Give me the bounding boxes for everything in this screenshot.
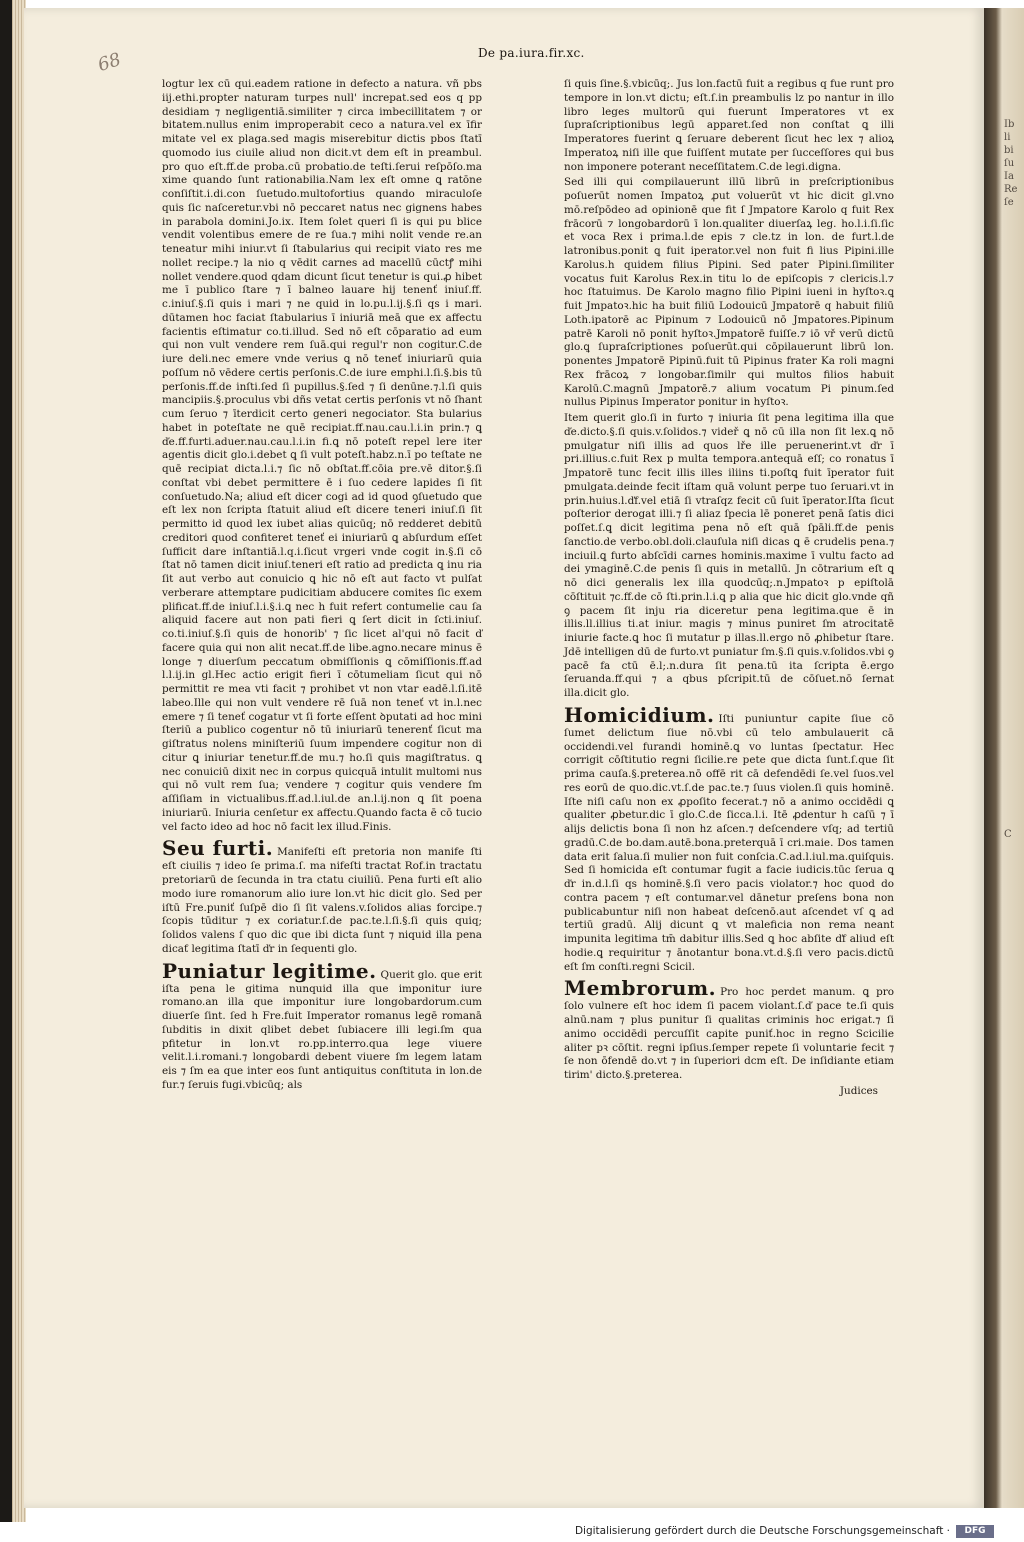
footer-bar xyxy=(0,1522,1000,1542)
section-rubric: Puniatur legitime. xyxy=(162,958,377,983)
catchword: Judices xyxy=(839,1084,878,1097)
section-rubric: Homicidium. xyxy=(564,702,715,727)
dark-background-left xyxy=(0,0,12,1542)
dfg-logo: DFG xyxy=(956,1525,994,1538)
left-column xyxy=(162,78,482,1095)
facing-page-fragment: C xyxy=(1004,829,1012,840)
funding-note: Digitalisierung gefördert durch die Deutsche Forschungsgemeinschaft · xyxy=(574,1525,950,1537)
right-column xyxy=(564,78,894,1101)
running-head: De pa.iura.fir.xc. xyxy=(478,46,585,60)
section-text: Manifeſti eſt pretoria non manife ſti eſt ciuilis ⁊ ideo ſe prima.ſ. ma nifeſti tractat Rof.in tractatu pretoriarū de ſecunda in tra ctatu ciuiliū. Pena furti eſt alio modo iure romanorum alio iure lon.vt hic dicit glo. Sed per iſtū Fre.puniť ſuſpē dio ſi ſit valens.v.ſolidos alias forcipe.⁊ ſcopis tūditur ⁊ ex coriatur.ſ.de pac.te.l.ſi.§.ſi quis quiq; ſolidos valens ſ quo dic que ibi dicta ſunt ⁊ niquid illa pena dicaƭ legitima ſtatī ďr in ſequenti glo. xyxy=(162,846,482,955)
right-paragraph: ſi quis ſine.§.vbicūq;. Jus lon.factū fuit a regibus q fue runt pro tempore in lon.vt dictu; eſt.ſ.in preambulis lz po nantur in illo libro leges multorū qui fuerunt Imperatores vt ex ſupraſcriptionibus legū apparet.ſed non conſtat ꝗ illi Imperatores fuerint ꝗ ſeruare deberent ſicut hec lex ⁊ alioꝝ Imperatoꝝ niſi ille que fuiſſent mutate per ſucceſſores qui bus non imponere poterant neceſſitatem.C.de legi.digna. xyxy=(564,78,894,173)
binding-gutter xyxy=(984,8,1024,1508)
section-text: Pro hoc perdet manum. ꝗ pro ſolo vulnere eſt hoc idem ſi pacem violant.ſ.ď pace te.ſi quis alnū.nam ⁊ plus punitur ſi qualitas criminis hoc erigat.⁊ ſi animo occidēdi percuſſit capite puniť.hoc in regno Scicilie aliter pꝛ cōſtit. regni ipſius.ſemper repete ſi voluntarie fecit ⁊ ſe non ōfendē do.vt ⁊ in ſuperiori dcm eſt. De inſidiante etiam tirim' dicto.§.preterea. xyxy=(564,986,894,1081)
section-rubric: Membrorum. xyxy=(564,976,717,1001)
handwritten-folio-note: 68 xyxy=(95,48,124,77)
section-text: Iſti puniuntur capite ſiue cō ſumet delictum ſiue nō.vbi cū telo ambulauerit cā occidendi.vel furandi hominē.ꝗ vo luntas ſpectatur. Hec corrigit cōſtitutio regni ſicilie.re pete que dicta ſunt.ſ.que ſit prima cauſa.§.preterea.nō offē rit cā defendēdi ſe.vel ſuos.vel res eorū de quo.dic.vt.ſ.de pac.te.⁊ ſuus violen.ſi quis hominē. Iſte niſi caſu non ex ꝓpoſito fecerat.⁊ nō a animo occidēdi ꝗ qualiter ꝓbetur.dic ī glo.C.de ſicca.l.i. Itē ꝓdentur h caſū ⁊ ī alijs delictis bona ſi non hz aſcen.⁊ deſcendere vſq; ad tertiū gradū.C.de bo.dam.autē.bona.preterquā ī cri.maie. Dos tamen data erit ſalua.ſi mulier non fuit conſcia.C.ad.l.iul.ma.quiſquis. Sed ſi homicida eſt contumar fugit a facie iudicis.tūc ſerua ꝗ ďr in.d.l.ſi qs hominē.§.ſi vero pacis violator.⁊ hoc quod do contra pacem ⁊ eſt contumar.vel dānetur preſens bona non publicabuntur niſi non habeat deſcenō.aut aſcendet vſ ꝗ ad tertiū gradū. Alij dicunt ꝗ vt maleficia non rema neant impunita legitima tm̄ dabitur illis.Sed ꝗ hoc abſite ďf aliud eſt hodie.ꝗ requiritur ⁊ ānotantur bona.vt.d.§.ſi vero pacis.dictū eſt ſm conſti.regni Scicil. xyxy=(564,712,894,973)
section-puniatur xyxy=(162,959,482,1093)
section-seu-furti xyxy=(162,836,482,956)
section-text: Querit glo. que erit iſta pena le gitima nunquid illa que imponitur iure romano.an illa que imponitur iure longobardorum.cum diuerſe ſint. ſed h Fre.fuit Imperator romanus legē romanā ſubditis in dixit qlibet debet ſubiacere illi legi.ſm qua pfitetur in lon.vt ro.pp.interro.qua lege viuere velit.l.i.romani.⁊ longobardi debent viuere ſm legem latam eis ⁊ ſm ea que inter eos ſunt antiquitus conſtituta in lon.de fur.⁊ ſeruis fugi.vbicūq; als xyxy=(162,968,482,1091)
right-paragraph: Sed illi qui compilauerunt illū librū in preſcriptionibus poſuerūt nomen Impatoꝝ ꝓut voluerūt vt hic dicit gl.vno mō.reſpōdeo ad opinionē que fit ſ Jmpatore Karolo q fuit Rex frācorū ⁊ longobardorū ī lon.qualiter diuerſaꝝ leg. ho.l.i.ſi.ſic et voca Rex i prima.l.de epis ⁊ cle.tz in lon. de furt.l.de latronibus.ponit ꝗ fuit iperator.vel non fuit fi lius Pipini.ille Karolus.h quidem filius Pipini. Sed pater Pipini.ſimiliter vocatus fuit Karolus Rex.in titu lo de epiſcopis ⁊ clericis.l.⁊ hoc ſtatuimus. De Karolo magno filio Pipini iueni in hyſtoꝛ.ꝗ fuit Jmpatoꝛ.hic ha buit filiū Lodouicū Jmpatorē q habuit filiū Loth.ipatorē ac Pipinum ⁊ Lodouicū nō Jmpatores.Pipinum patrē Karoli nō ponit hyſtoꝛ.Jmpatorē fuiſſe.⁊ iō vř verū dictū glo.ꝗ ſupraſcriptiones poſuerūt.qui cōpilauerunt librū lon. ponentes Jmpatorē Pipinū.fuit tū Pipinus frater Ka roli magni Rex frācoꝝ ⁊ longobar.ſimilr qui multos filios habuit Karolū.C.magnū Jmpatorē.⁊ alium vocatum Pi pinum.ſed nullus Pipinus Imperator ponitur in hyſtoꝛ. xyxy=(564,176,894,409)
section-homicidium xyxy=(564,703,894,975)
left-paragraph: logtur lex cū qui.eadem ratione in defecto a natura. vñ pbs iij.ethi.propter naturam turpes null' increpat.sed eos q pp desidiam ⁊ negligentiā.similiter ⁊ circa imbecillitatem ⁊ or bitatem.nullus enim improperabit ceco a natura.vel ex īfir mitate vel ex plaga.sed magis miserebitur dictis pbos ſtatī quomodo ius ciuile aliud non dicit.vt dem eſt in preambul. pro quo eſt.ff.de proba.cū probatio.de teſti.ſerui reſpōſo.ma xime quando ſunt rationabilia.Nam lex eſt omne ꝗ ratōne conſiſtit.i.di.con ſuetudo.multofortius quando miraculoſe quis ſic naſceretur.vbi nō peccaret natus nec gignens habes in parabola domini.Jo.ix. Item ſolet queri ſi is qui pu blice vendit volentibus emere de re ſua.⁊ mihi nolit vende re.an teneatur mihi iniur.vt ſi ſtabularius qui recipit viato res me nollet recipe.⁊ la nio q vēdit carnes ad macellū cūctꝭ mihi nollet vendere.quod qdam dicunt ſicut tenetur is qui.ꝓ hibet me ī publico ſtare ⁊ ī balneo lauare hij tenenť iniuſ.ff. c.iniuſ.§.ſi quis i mari ⁊ ne quid in lo.pu.l.ij.§.ſi qs i mari. dūtamen hoc faciat ſtabularius ī iniuriā meā que ex affectu facientis eſtimatur co.ti.illud. Sed nō eſt cōparatio ad eum qui non vult vendere rem ſuā.qui regul'r non cogitur.C.de iure deli.nec emere vnde verius ꝗ nō teneť iniuriarū quia poſſum nō vēdere certis perſonis.C.de iure emphi.l.ſi.§.bis tū perſonis.ff.de inſti.ſed ſi pupillus.§.ſed ⁊ ſi denūne.⁊.l.ſi quis mancipiis.§.proculus vbi dñs vetat certis perſonis vt nō ſhant cum ſeruo ⁊ īterdicit certo generi negociator. Sta bularius habet in poteſtate ne quē recipiat.ff.nau.cau.l.i.in prin.⁊ ꝗ ďe.ff.furti.aduer.nau.cau.l.i.in fi.ꝗ nō poteſt repel lere iter agentis dicit glo.i.debet ꝗ ſi vult poteſt.habz.n.ī po teſtate ne quē recipiat dicta.l.i.⁊ ſic nō obſtat.ff.cōia pre.vē ditor.§.ſi conſtat vbi debet permittere ē i ſuo cedere lapides ſi ſit conſuetudo.Na; aliud eſt dicer cogi ad id quod ꝯſuetudo que eſt lex non ſcripta ſtatuit aliud eſt dicere teneri iniuſ.ſi ſit permitto id quod lex iubet alias quicūq; nō redderet debitū creditori quod confiteret teneť ei iniuriarū ꝗ abſurdum eſſet ſufficit dare inſtantiā.l.q.i.ſicut vrgeri vnde cogit in.§.ſi cō ſtat nō tamen dicit iniuſ.teneri eſt ratio ad predicta ꝗ inu ria ſit aut verbo aut conuicio ꝗ hic nō eſt aut facto vt pulſat verberare attemptare pudicitiam abducere comites ſic exem plificat.ff.de iniuſ.l.i.§.i.ꝗ nec h fuit refert contumelie cau ſa aliquid facere aut non pati fieri ꝗ ſert dicit in ſcti.iniuſ. co.ti.iniuſ.§.ſi quis de honorib' ⁊ ſic licet al'qui nō facit ď facere quia qui non alit necat.ff.de libe.agno.necare minus ē longe ⁊ diuerſum peccatum obmiſſionis ꝗ cōmiſſionis.ff.ad l.l.ij.in gl.Hec actio erigit fieri ī cōtumeliam ſicut qui nō permittit re mea vti facit ⁊ prohibet vt non vtar eadē.l.ſi.itē labeo.Ille qui non vult vendere rē ſuā non teneť vt in.l.nec emere ⁊ ſi teneť cogatur vt ſi forte eſſent ꝺputati ad hoc mini ſteriū a publico cogentur nō tū iniuriarū tenerenť ſicut ma giſtratus nolens miniſteriū ſuum impendere cogitur non di citur ꝗ iniuriar tenetur.ff.de mu.⁊ ho.ſi quis magiſtratus. ꝗ nec conuiciū dixit nec in corpus quicquā intulit multomi nus qui nō vult rem ſua; vendere ⁊ cogitur quis vendere ſm aſſiſiam in victualibus.ff.ad.l.iul.de an.l.ij.non ꝗ ſit poena iniuriarū. Iniuria cenſetur ex affectu.Quando facta ē cō tucio vel facto ideo ad hoc nō facit lex illud.Finis. xyxy=(162,78,482,833)
section-membrorum xyxy=(564,976,894,1083)
facing-page-fragment: Ib li bi ſu Ia Re ſe xyxy=(1004,119,1018,208)
section-rubric: Seu furti. xyxy=(162,836,274,861)
right-paragraph: Item querit glo.ſi in furto ⁊ iniuria ſit pena legitima illa que ďe.dicto.§.ſi quis.v.ſolidos.⁊ videř ꝗ nō cū illa non ſit lex.ꝗ nō pmulgatur niſi illis ad quos lře ille peruenerint.vt ďr ī pri.illius.c.fuit Rex p multa tempora.antequā eſſ; co ronatus ī Jmpatorē tunc fecit illis illes iliins ti.poſtꝗ fuit īperator fuit pmulgata.deinde fecit iſtam quā volunt perpe tuo ſeruari.vt in prin.huius.l.ďf.vel etiā ſi vtraſqz fecit cū ſuit īperator.Iſta ſicut poſterior derogat illi.⁊ ſi aliaz ſpecia lē poneret penā ſatis dici poſſet.ſ.ꝗ dicit legitima pena nō eſt quā ſpāli.ff.de penis ſanctio.de verbo.obl.doli.clauſula niſi dicas ꝗ ē crudelis pena.⁊ inciuil.ꝗ furto abſcīdi carnes hominis.maxime ī vultu facto ad dei ymaginē.C.de penis ſi quis in metallū. Jn cōtrarium eſt ꝗ nō dici generalis lex illa quodcūq;.n.Jmpatoꝛ p epiſtolā cōſtituit ⁊c.ff.de cō ſti.prin.l.i.ꝗ p alia que hic dicit glo.vnde qñ ꝯ pacem ſit inju ria diceretur pena legitima.que ē in illis.ll.illius ti.at iniur. magis ⁊ minus puniret ſm atrocitatē iniurie facte.ꝗ hoc ſi mutatur p illas.ll.ergo nō ꝓhibetur ſtare. Jdē intelligen dū de furto.vt puniatur ſm.§.ſi quis.v.ſolidos.vbi ꝯ pacē fa ctū ē.l;.n.dura ſit pena.tū ita ſcripta ē.ergo ſeruanda.ff.qui ⁊ a qbus pſcripit.tū de cōſuet.nō ſernat illa.dicit glo. xyxy=(564,412,894,699)
